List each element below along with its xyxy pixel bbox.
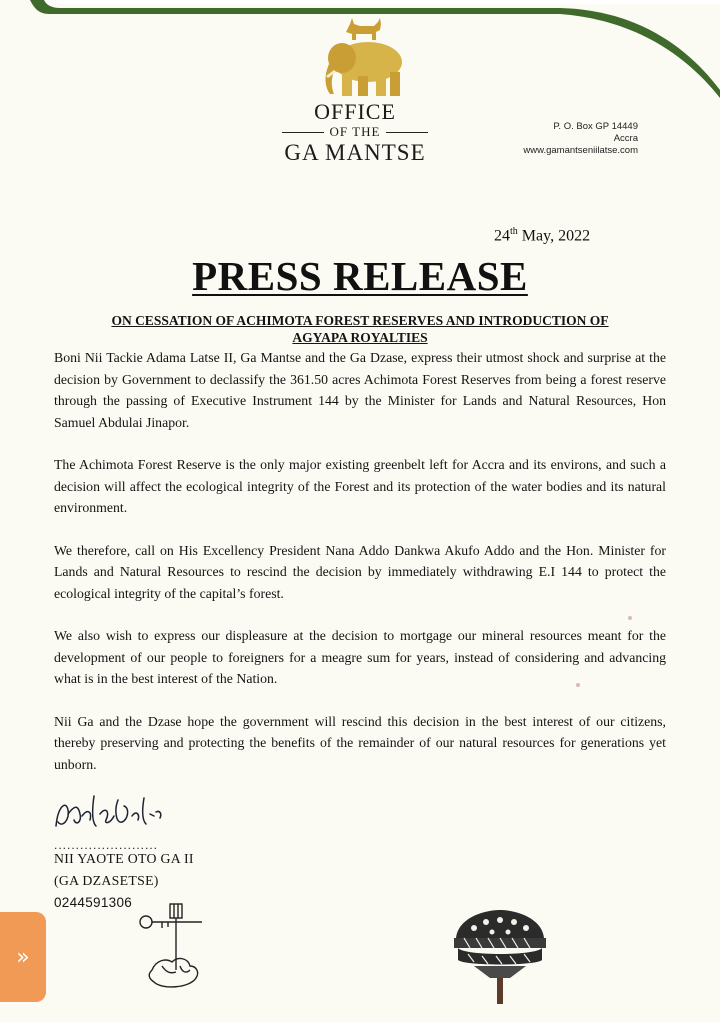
- signatory-title: (GA DZASETSE): [54, 873, 159, 888]
- signatory-name: NII YAOTE OTO GA II: [54, 851, 194, 866]
- signatory-phone: 0244591306: [54, 895, 133, 910]
- page-title: PRESS RELEASE: [192, 253, 528, 299]
- date-suffix: th: [510, 226, 518, 237]
- royal-stool-icon: [444, 904, 554, 1004]
- elephant-and-antelope-icon: [312, 14, 412, 104]
- po-box: P. O. Box GP 14449: [553, 121, 638, 132]
- date-day: 24: [494, 227, 510, 245]
- divider: [282, 132, 324, 133]
- paragraph: The Achimota Forest Reserve is the only major existing greenbelt left for Accra and its environs, and such a decision will affect the ecological integrity of the Forest and its protection of the water bodies and its natural environment.: [54, 457, 666, 515]
- signature-line: ........................: [54, 838, 159, 852]
- paragraph: Nii Ga and the Dzase hope the government will rescind this decision in the best interest of our citizens, thereby preserving and protecting the benefits of the remainder of our natural resources for generations yet unborn.: [54, 713, 666, 772]
- speck: [576, 683, 580, 687]
- paragraph: We also wish to express our displeasure at the decision to mortgage our mineral resources meant for the development of our people to foreigners for a meagre sum for years, instead of considering and advancing what is in the best interest of the Nation.: [54, 628, 666, 686]
- divider: [386, 132, 428, 133]
- subheading-line: ON CESSATION OF ACHIMOTA FOREST RESERVES AND INTRODUCTION OF: [111, 313, 609, 328]
- subheading-line: AGYAPA ROYALTIES: [292, 330, 428, 345]
- ga-mantse-line: GA MANTSE: [284, 140, 426, 165]
- handwritten-signature: [48, 786, 178, 846]
- key-and-hand-icon: [132, 900, 212, 996]
- of-the-line: [265, 124, 445, 140]
- double-chevron-right-icon: »: [16, 944, 30, 970]
- paragraph: Boni Nii Tackie Adama Latse II, Ga Mantse and the Ga Dzase, express their utmost shock and surprise at the decision by Government to declassify the 361.50 acres Achimota Forest Reserves from being a forest reserve through the passing of Executive Instrument 144 by the Minister for Lands and Natural Resources, Hon Samuel Abdulai Jinapor.: [54, 350, 666, 430]
- letterhead-title: [265, 100, 445, 166]
- website-link[interactable]: www.gamantseniilatse.com: [523, 145, 638, 156]
- of-the-label: OF THE: [329, 124, 381, 139]
- date-month-year: May, 2022: [521, 227, 591, 245]
- contact-block: [523, 121, 638, 157]
- paragraph: We therefore, call on His Excellency President Nana Addo Dankwa Akufo Addo and the Hon. Minister for Lands and Natural Resources to rescind the decision by immediately withdrawing E.I 144 to protect the ecological integrity of the capital’s forest.: [54, 542, 666, 601]
- city: Accra: [613, 133, 638, 144]
- release-date: [494, 226, 590, 245]
- body-text: [54, 347, 666, 796]
- office-line: OFFICE: [314, 99, 396, 124]
- subheading: [60, 312, 660, 346]
- expand-button[interactable]: [0, 912, 46, 1002]
- speck: [628, 616, 632, 620]
